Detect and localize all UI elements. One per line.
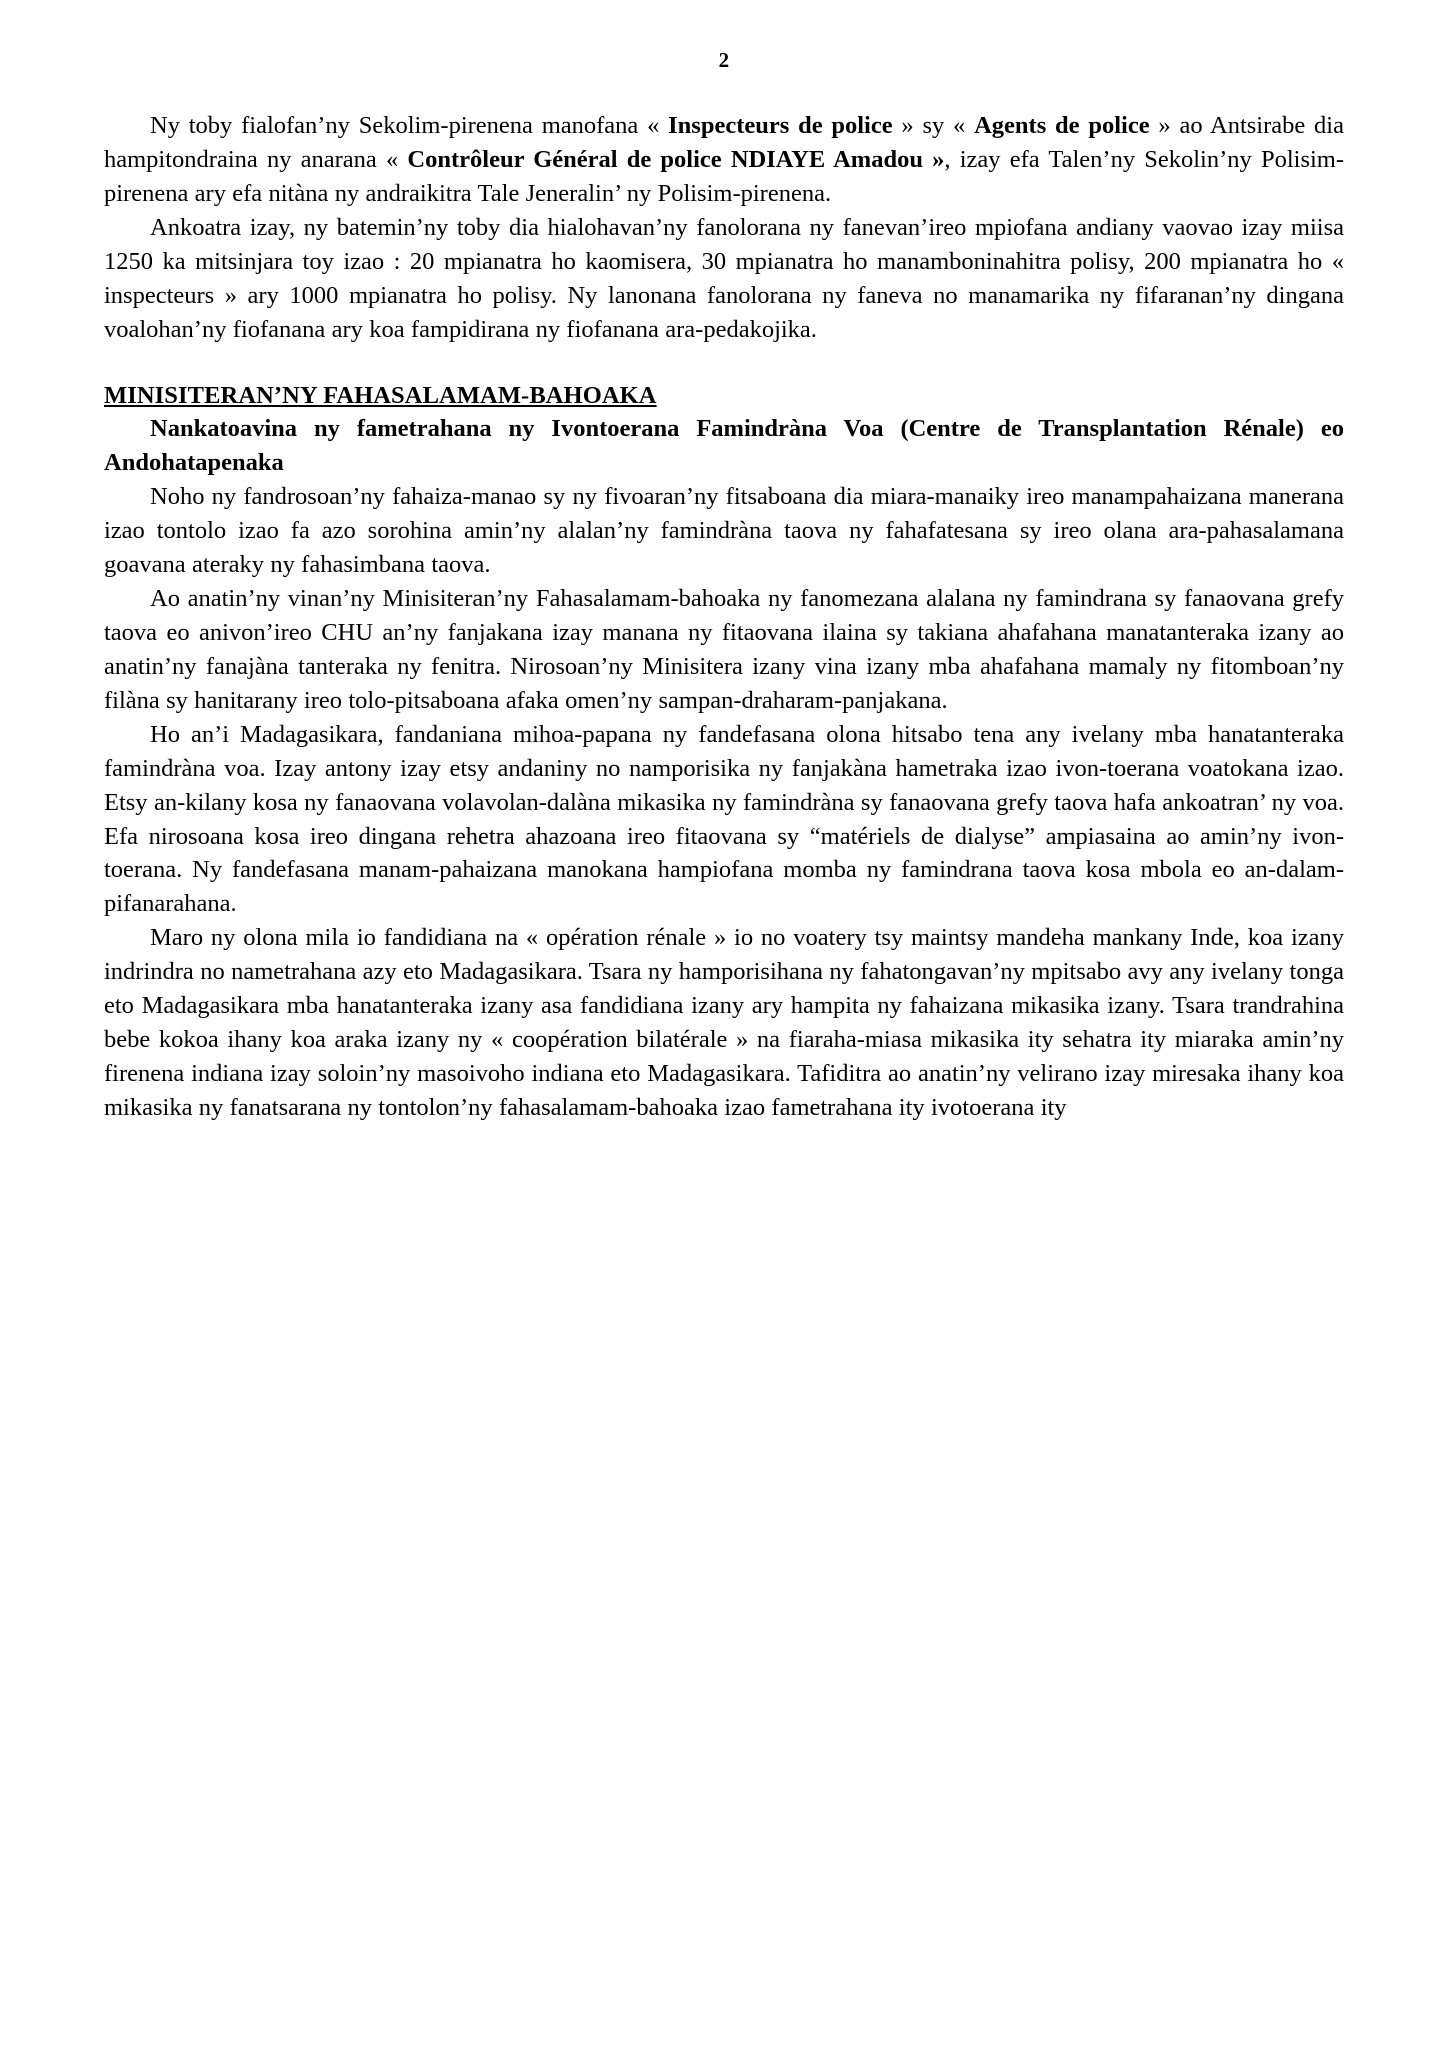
- bold-controleur-general: Contrôleur Général de police NDIAYE Amadou »: [407, 145, 945, 173]
- paragraph-renal-operation: Maro ny olona mila io fandidiana na « opération rénale » io no voatery tsy maintsy mandeha mankany Inde, koa izany indrindra no nametrahana azy eto Madagasikara. Tsara ny hamporisihana ny fahatongavan’ny mpitsabo avy any ivelany tonga eto Madagasikara mba hanatanteraka izany asa fandidiana izany ary hampita ny fahaizana mikasika izany. Tsara trandrahina bebe kokoa ihany koa araka izany ny « coopération bilatérale » na fiaraha-miasa mikasika ity sehatra ity miaraka amin’ny firenena indiana izay soloin’ny masoivoho indiana eto Madagasikara. Tafiditra ao anatin’ny velirano izay miresaka ihany koa mikasika ny fanatsarana ny tontolon’ny fahasalamam-bahoaka izao fametrahana ity ivotoerana ity: [104, 924, 1344, 1121]
- paragraph-text-segment: , izay efa Talen’ny Sekolin’ny Polisim-pirenena ary efa nitàna ny andraikitra Tale Jeneralin’ ny Polisim-pirenena.: [104, 145, 1345, 207]
- page-number: 2: [718, 48, 730, 72]
- paragraph-baptism-flag: Ankoatra izay, ny batemin’ny toby dia hialohavan’ny fanolorana ny fanevan’ireo mpiofana andiany vaovao izay miisa 1250 ka mitsinjara toy izao : 20 mpianatra ho kaomisera, 30 mpianatra ho manamboninahitra polisy, 200 mpianatra ho « inspecteurs » ary 1000 mpianatra ho polisy. Ny lanonana fanolorana ny faneva no manamarika ny fifaranan’ny dingana voalohan’ny fiofanana ary koa fampidirana ny fiofanana ara-pedakojika.: [104, 213, 1344, 343]
- bold-agents-de-police: Agents de police: [974, 112, 1150, 139]
- bold-inspecteurs-de-police: Inspecteurs de police: [668, 112, 893, 139]
- paragraph-medical-progress: Noho ny fandrosoan’ny fahaiza-manao sy ny fivoaran’ny fitsaboana dia miara-manaiky ireo manampahaizana manerana izao tontolo izao fa azo sorohina amin’ny alalan’ny famindràna taova ny fahafatesana sy ireo olana ara-pahasalamana goavana ateraky ny fahasimbana taova.: [104, 483, 1344, 579]
- paragraph-ministry-vision: Ao anatin’ny vinan’ny Minisiteran’ny Fahasalamam-bahoaka ny fanomezana alalana ny famindrana sy fanaovana grefy taova eo anivon’ireo CHU an’ny fanjakana izay manana ny fitaovana ilaina sy takiana ahafahana manatanteraka izany ao anatin’ny fanajàna tanteraka ny fenitra. Nirosoan’ny Minisitera izany vina izany mba ahafahana mamaly ny fitomboan’ny filàna sy hanitarany ireo tolo-pitsaboana afaka omen’ny sampan-draharam-panjakana.: [104, 585, 1344, 714]
- paragraph-text-segment: Ny toby fialofan’ny Sekolim-pirenena manofana «: [150, 112, 669, 139]
- paragraph-police-school: [104, 109, 1344, 211]
- sub-heading-transplantation-center: Nankatoavina ny fametrahana ny Ivontoerana Famindràna Voa (Centre de Transplantation Rénale) eo Andohatapenaka: [104, 415, 1344, 477]
- paragraph-madagascar-costs: Ho an’i Madagasikara, fandaniana mihoa-papana ny fandefasana olona hitsabo tena any ivelany mba hanatanteraka famindràna voa. Izay antony izay etsy andaniny no namporisika ny fanjakàna hametraka izao ivon-toerana voatokana izao. Etsy an-kilany kosa ny fanaovana volavolan-dalàna mikasika ny famindràna sy fanaovana grefy taova hafa ankoatran’ ny voa. Efa nirosoana kosa ireo dingana rehetra ahazoana ireo fitaovana sy “matériels de dialyse” ampiasaina ao amin’ny ivon-toerana. Ny fandefasana manam-pahaizana manokana hampiofana momba ny famindrana taova kosa mbola eo an-dalam-pifanarahana.: [104, 720, 1344, 918]
- paragraph-text-segment: » ao Antsirabe dia hampitondraina ny anarana «: [104, 112, 1344, 173]
- section-heading-ministry-health: MINISITERAN’NY FAHASALAMAM-BAHOAKA: [104, 382, 657, 410]
- paragraph-text-segment: » sy «: [892, 112, 975, 139]
